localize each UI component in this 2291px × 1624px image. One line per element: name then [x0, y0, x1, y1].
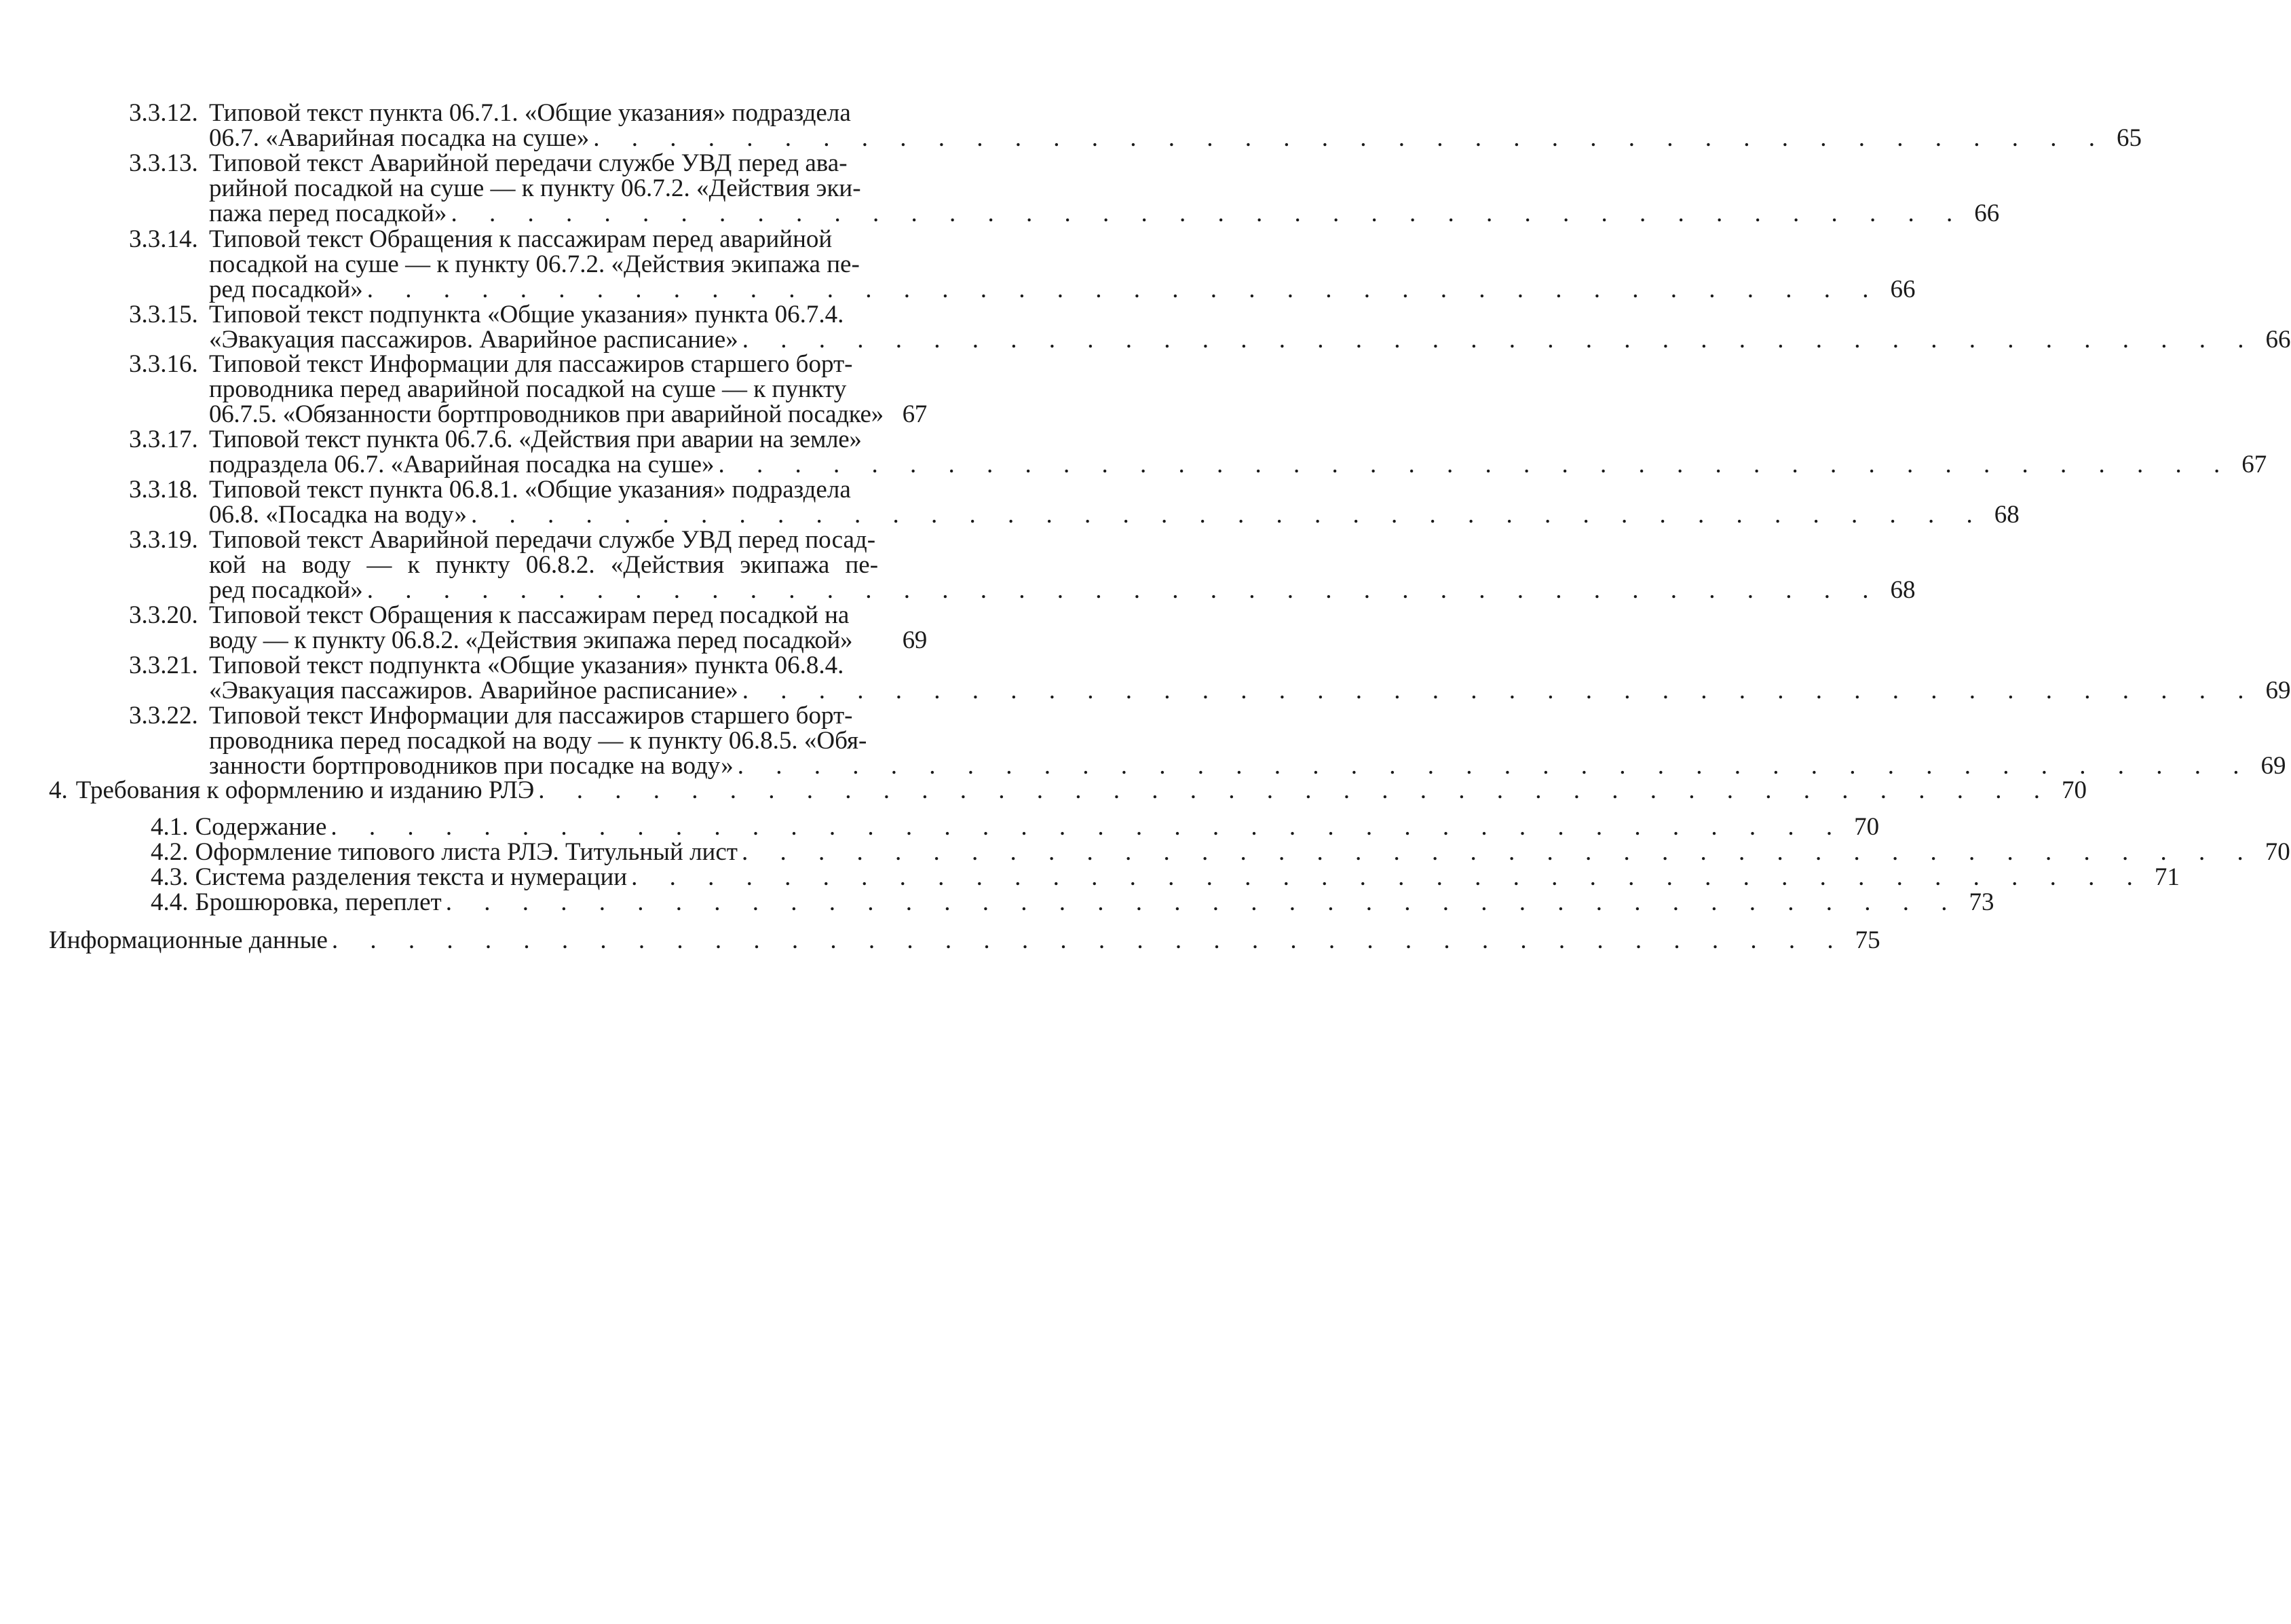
- entry-text-line: Типовой текст пункта 06.8.1. «Общие указания» подраздела: [209, 476, 851, 504]
- entry-number: 4.3.: [151, 863, 189, 891]
- leader-dots: . . . . . . . . . . . . . . . . . . . . . . . . . . . . . . . . . . . . . . . .: [718, 451, 2233, 478]
- page-number: 75: [1855, 926, 1880, 954]
- leader-dots: . . . . . . . . . . . . . . . . . . . . . . . . . . . . . . . . . . . . . . . .: [737, 752, 2252, 780]
- entry-number: 3.3.16.: [129, 350, 198, 378]
- leader-dots: . . . . . . . . . . . . . . . . . . . . . . . . . . . . . . . . . . . . . . . .: [451, 200, 1966, 227]
- entry-text-line: Информационные данные: [49, 926, 328, 954]
- entry-text-line: рийной посадкой на суше — к пункту 06.7.2. «Действия эки-: [209, 174, 861, 202]
- leader-dots: . . . . . . . . . . . . . . . . . . . . . . . . . . . . . . . . . . . . . . . .: [470, 501, 1986, 529]
- entry-number: 3.3.14.: [129, 225, 198, 253]
- entry-text-line: Типовой текст подпункта «Общие указания» пункта 06.7.4.: [209, 301, 844, 328]
- entry-text-line: Типовой текст Аварийной передачи службе УВД перед посад-: [209, 526, 876, 554]
- entry-text-line: «Эвакуация пассажиров. Аварийное расписание»: [209, 677, 738, 704]
- leader-dots: . . . . . . . . . . . . . . . . . . . . . . . . . . . . . . . . . . . . . . . .: [593, 124, 2108, 152]
- entry-text-line: Типовой текст Аварийной передачи службе УВД перед ава-: [209, 149, 848, 177]
- page-number: 66: [1890, 276, 1916, 303]
- entry-text-line: воду — к пункту 06.8.2. «Действия экипажа перед посадкой»: [209, 626, 853, 654]
- entry-number: 3.3.19.: [129, 526, 198, 554]
- leader-dots: . . . . . . . . . . . . . . . . . . . . . . . . . . . . . . . . . . . . . . . .: [330, 813, 1846, 841]
- page-number: 69: [902, 626, 927, 654]
- entry-text-line: 06.8. «Посадка на воду»: [209, 501, 467, 529]
- entry-number: 3.3.18.: [129, 476, 198, 504]
- entry-text-line: «Эвакуация пассажиров. Аварийное расписание»: [209, 326, 738, 354]
- entry-number: 3.3.20.: [129, 601, 198, 629]
- entry-text-line: Типовой текст пункта 06.7.1. «Общие указания» подраздела: [209, 99, 851, 127]
- entry-text-line: Типовой текст Обращения к пассажирам перед посадкой на: [209, 601, 850, 629]
- page-number: 69: [2265, 677, 2291, 704]
- entry-number: 3.3.13.: [129, 149, 198, 177]
- page-number: 68: [1890, 576, 1916, 604]
- page-number: 65: [2116, 124, 2142, 152]
- entry-number: 4.4.: [151, 888, 189, 916]
- entry-number: 4.2.: [151, 838, 189, 866]
- entry-text-line: проводника перед аварийной посадкой на суше — к пункту: [209, 375, 847, 403]
- page-number: 67: [2241, 451, 2267, 478]
- page-number: 70: [2062, 776, 2087, 804]
- entry-text-line: Типовой текст Обращения к пассажирам перед аварийной: [209, 225, 833, 253]
- entry-text-line: пажа перед посадкой»: [209, 200, 447, 227]
- leader-dots: . . . . . . . . . . . . . . . . . . . . . . . . . . . . . . . . . . . . . . . .: [366, 276, 1882, 303]
- entry-text-line: Система разделения текста и нумерации: [195, 863, 628, 891]
- leader-dots: . . . . . . . . . . . . . . . . . . . . . . . . . . . . . . . . . . . . . . . .: [631, 863, 2146, 891]
- entry-text-line: кой на воду — к пункту 06.8.2. «Действия экипажа пе-: [209, 551, 879, 579]
- entry-text-line: Типовой текст Информации для пассажиров старшего борт-: [209, 350, 853, 378]
- entry-text-line: проводника перед посадкой на воду — к пункту 06.8.5. «Обя-: [209, 727, 867, 755]
- leader-dots: . . . . . . . . . . . . . . . . . . . . . . . . . . . . . . . . . . . . . . . .: [331, 926, 1847, 954]
- entry-number: 4.1.: [151, 813, 189, 841]
- entry-text-line: подраздела 06.7. «Аварийная посадка на суше»: [209, 451, 715, 478]
- leader-dots: . . . . . . . . . . . . . . . . . . . . . . . . . . . . . . . . . . . . . . . .: [538, 776, 2053, 804]
- entry-number: 4.: [49, 776, 68, 804]
- page-number: 67: [902, 400, 927, 428]
- entry-text-line: Типовой текст пункта 06.7.6. «Действия при аварии на земле»: [209, 426, 862, 453]
- entry-text-line: ред посадкой»: [209, 276, 363, 303]
- entry-text-line: 06.7.5. «Обязанности бортпроводников при аварийной посадке»: [209, 400, 884, 428]
- entry-text-line: занности бортпроводников при посадке на воду»: [209, 752, 734, 780]
- entry-text-line: посадкой на суше — к пункту 06.7.2. «Действия экипажа пе-: [209, 250, 860, 278]
- leader-dots: . . . . . . . . . . . . . . . . . . . . . . . . . . . . . . . . . . . . . . . .: [741, 838, 2256, 866]
- entry-number: 3.3.12.: [129, 99, 198, 127]
- leader-dots: . . . . . . . . . . . . . . . . . . . . . . . . . . . . . . . . . . . . . . . .: [366, 576, 1882, 604]
- entry-text-line: Типовой текст подпункта «Общие указания» пункта 06.8.4.: [209, 652, 844, 679]
- page-number: 71: [2154, 863, 2180, 891]
- page-number: 73: [1969, 888, 1994, 916]
- entry-text-line: Типовой текст Информации для пассажиров старшего борт-: [209, 702, 853, 730]
- leader-dots: . . . . . . . . . . . . . . . . . . . . . . . . . . . . . . . . . . . . . . . .: [445, 888, 1961, 916]
- page-number: 70: [2265, 838, 2290, 866]
- page-number: 66: [2265, 326, 2291, 354]
- entry-text-line: Требования к оформлению и изданию РЛЭ: [75, 776, 535, 804]
- leader-dots: . . . . . . . . . . . . . . . . . . . . . . . . . . . . . . . . . . . . . . . .: [742, 677, 2257, 704]
- entry-number: 3.3.15.: [129, 301, 198, 328]
- page-number: 66: [1974, 200, 2000, 227]
- entry-text-line: 06.7. «Аварийная посадка на суше»: [209, 124, 590, 152]
- entry-text-line: Содержание: [195, 813, 327, 841]
- entry-number: 3.3.21.: [129, 652, 198, 679]
- entry-number: 3.3.17.: [129, 426, 198, 453]
- page-number: 69: [2260, 752, 2286, 780]
- entry-text-line: ред посадкой»: [209, 576, 363, 604]
- entry-text-line: Брошюровка, переплет: [195, 888, 442, 916]
- entry-number: 3.3.22.: [129, 702, 198, 730]
- page-number: 68: [1994, 501, 2020, 529]
- leader-dots: . . . . . . . . . . . . . . . . . . . . . . . . . . . . . . . . . . . . . . . .: [742, 326, 2257, 354]
- page-number: 70: [1854, 813, 1880, 841]
- entry-text-line: Оформление типового листа РЛЭ. Титульный лист: [195, 838, 738, 866]
